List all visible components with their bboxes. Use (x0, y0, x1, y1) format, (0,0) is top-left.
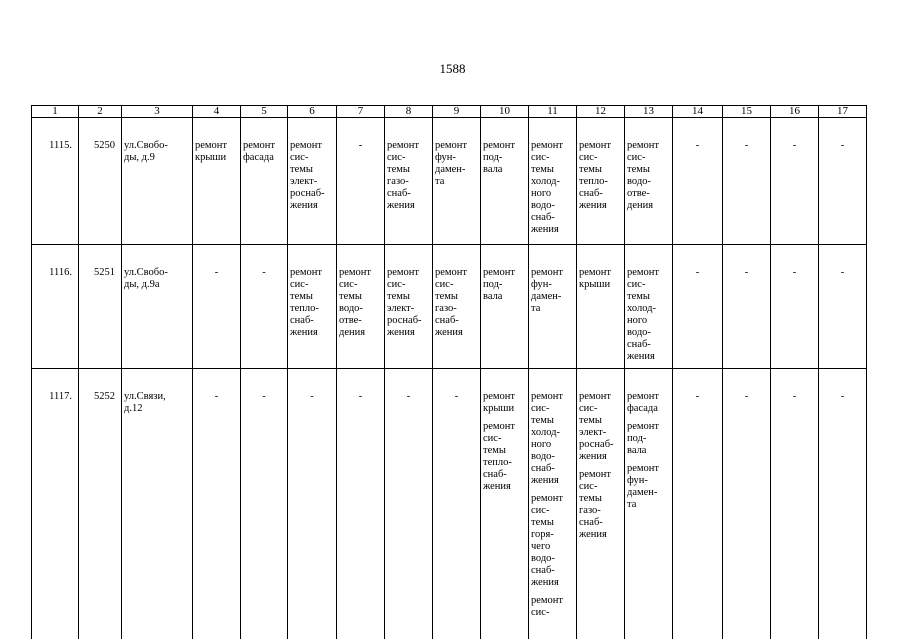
repair-cell (577, 369, 625, 640)
empty-dash: - (262, 391, 266, 402)
empty-dash: - (792, 391, 797, 402)
row-number: 1116. (32, 245, 79, 369)
page-number: 1588 (439, 61, 466, 76)
repair-item: ремонт крыши (579, 267, 612, 290)
repair-item: ремонт сис- темы элект- роснаб- жения (387, 267, 422, 338)
empty-dash: - (214, 391, 219, 402)
repair-cell (433, 245, 481, 369)
empty-dash: - (406, 391, 411, 402)
repair-cell (193, 245, 241, 369)
column-number: 17 (819, 106, 867, 118)
repair-cell (193, 118, 241, 245)
repair-cell (529, 369, 577, 640)
repair-item: ремонт фасада (243, 140, 276, 163)
repair-item: ремонт сис- темы газо- снаб- жения (387, 140, 420, 211)
repair-item: ремонт сис- (531, 595, 564, 618)
empty-dash: - (744, 267, 749, 278)
repair-cell (481, 245, 529, 369)
repair-cell (819, 118, 867, 245)
repair-cell (625, 369, 673, 640)
repair-item: ремонт сис- темы элект- роснаб- жения (579, 391, 614, 462)
column-number: 9 (433, 106, 481, 118)
repair-cell (723, 245, 771, 369)
table-row (32, 369, 867, 640)
repair-cell (193, 369, 241, 640)
repair-item: ремонт сис- темы холод- ного водо- снаб- жения (627, 267, 660, 362)
repair-cell (433, 369, 481, 640)
empty-dash: - (310, 391, 314, 402)
repair-cell (241, 369, 288, 640)
repair-cell (288, 369, 337, 640)
repair-cell (529, 245, 577, 369)
repair-item: ремонт фун- дамен- та (627, 463, 660, 510)
repair-cell (771, 369, 819, 640)
table-row (32, 245, 867, 369)
repair-cell (385, 118, 433, 245)
empty-dash: - (744, 140, 749, 151)
repair-schedule-table (31, 105, 867, 639)
repair-cell (337, 245, 385, 369)
empty-dash: - (792, 267, 797, 278)
repair-item: ремонт сис- темы газо- снаб- жения (579, 469, 612, 540)
repair-cell (723, 118, 771, 245)
repair-cell (673, 245, 723, 369)
column-number: 14 (673, 106, 723, 118)
repair-item: ремонт сис- темы газо- снаб- жения (435, 267, 468, 338)
column-number: 13 (625, 106, 673, 118)
repair-cell (529, 118, 577, 245)
row-number: 1117. (32, 369, 79, 640)
column-number: 16 (771, 106, 819, 118)
column-number: 1 (32, 106, 79, 118)
row-number: 1115. (32, 118, 79, 245)
building-address: ул.Свобо- ды, д.9 (122, 118, 193, 245)
repair-item: ремонт сис- темы тепло- снаб- жения (579, 140, 612, 211)
empty-dash: - (840, 140, 845, 151)
repair-cell (771, 118, 819, 245)
repair-cell (577, 118, 625, 245)
repair-item: ремонт сис- темы водо- отве- дения (339, 267, 372, 338)
building-address: ул.Свобо- ды, д.9а (122, 245, 193, 369)
repair-cell (241, 245, 288, 369)
table-row (32, 118, 867, 245)
repair-cell (673, 369, 723, 640)
empty-dash: - (358, 140, 363, 151)
column-number: 11 (529, 106, 577, 118)
repair-cell (337, 118, 385, 245)
column-number: 3 (122, 106, 193, 118)
repair-item: ремонт сис- темы тепло- снаб- жения (290, 267, 323, 338)
column-number: 12 (577, 106, 625, 118)
repair-cell (288, 245, 337, 369)
empty-dash: - (262, 267, 266, 278)
repair-item: ремонт фун- дамен- та (435, 140, 468, 187)
building-id: 5250 (79, 118, 122, 245)
empty-dash: - (454, 391, 459, 402)
repair-cell (819, 369, 867, 640)
repair-cell (625, 245, 673, 369)
repair-item: ремонт под- вала (627, 421, 660, 456)
repair-item: ремонт сис- темы тепло- снаб- жения (483, 421, 516, 492)
empty-dash: - (214, 267, 219, 278)
empty-dash: - (358, 391, 363, 402)
repair-item: ремонт фасада (627, 391, 660, 414)
empty-dash: - (695, 391, 700, 402)
repair-cell (625, 118, 673, 245)
column-number-row (32, 106, 867, 118)
repair-item: ремонт фун- дамен- та (531, 267, 564, 314)
column-number: 6 (288, 106, 337, 118)
repair-item: ремонт сис- темы холод- ного водо- снаб- жения (531, 140, 564, 235)
repair-cell (241, 118, 288, 245)
empty-dash: - (840, 267, 845, 278)
empty-dash: - (792, 140, 797, 151)
empty-dash: - (695, 140, 700, 151)
repair-item: ремонт сис- темы водо- отве- дения (627, 140, 660, 211)
column-number: 2 (79, 106, 122, 118)
repair-item: ремонт крыши (195, 140, 228, 163)
repair-cell (337, 369, 385, 640)
building-address: ул.Связи, д.12 (122, 369, 193, 640)
repair-cell (723, 369, 771, 640)
empty-dash: - (695, 267, 700, 278)
repair-item: ремонт сис- темы элект- роснаб- жения (290, 140, 325, 211)
column-number: 5 (241, 106, 288, 118)
repair-cell (819, 245, 867, 369)
repair-cell (481, 369, 529, 640)
repair-item: ремонт под- вала (483, 140, 516, 175)
repair-cell (673, 118, 723, 245)
building-id: 5251 (79, 245, 122, 369)
repair-cell (385, 245, 433, 369)
repair-item: ремонт сис- темы холод- ного водо- снаб- жения (531, 391, 564, 486)
repair-cell (433, 118, 481, 245)
repair-cell (481, 118, 529, 245)
empty-dash: - (744, 391, 749, 402)
repair-item: ремонт сис- темы горя- чего водо- снаб- жения (531, 493, 564, 588)
column-number: 8 (385, 106, 433, 118)
repair-cell (288, 118, 337, 245)
repair-item: ремонт крыши (483, 391, 516, 414)
repair-item: ремонт под- вала (483, 267, 516, 302)
column-number: 15 (723, 106, 771, 118)
repair-cell (771, 245, 819, 369)
empty-dash: - (840, 391, 845, 402)
repair-cell (385, 369, 433, 640)
column-number: 10 (481, 106, 529, 118)
column-number: 4 (193, 106, 241, 118)
repair-cell (577, 245, 625, 369)
column-number: 7 (337, 106, 385, 118)
building-id: 5252 (79, 369, 122, 640)
